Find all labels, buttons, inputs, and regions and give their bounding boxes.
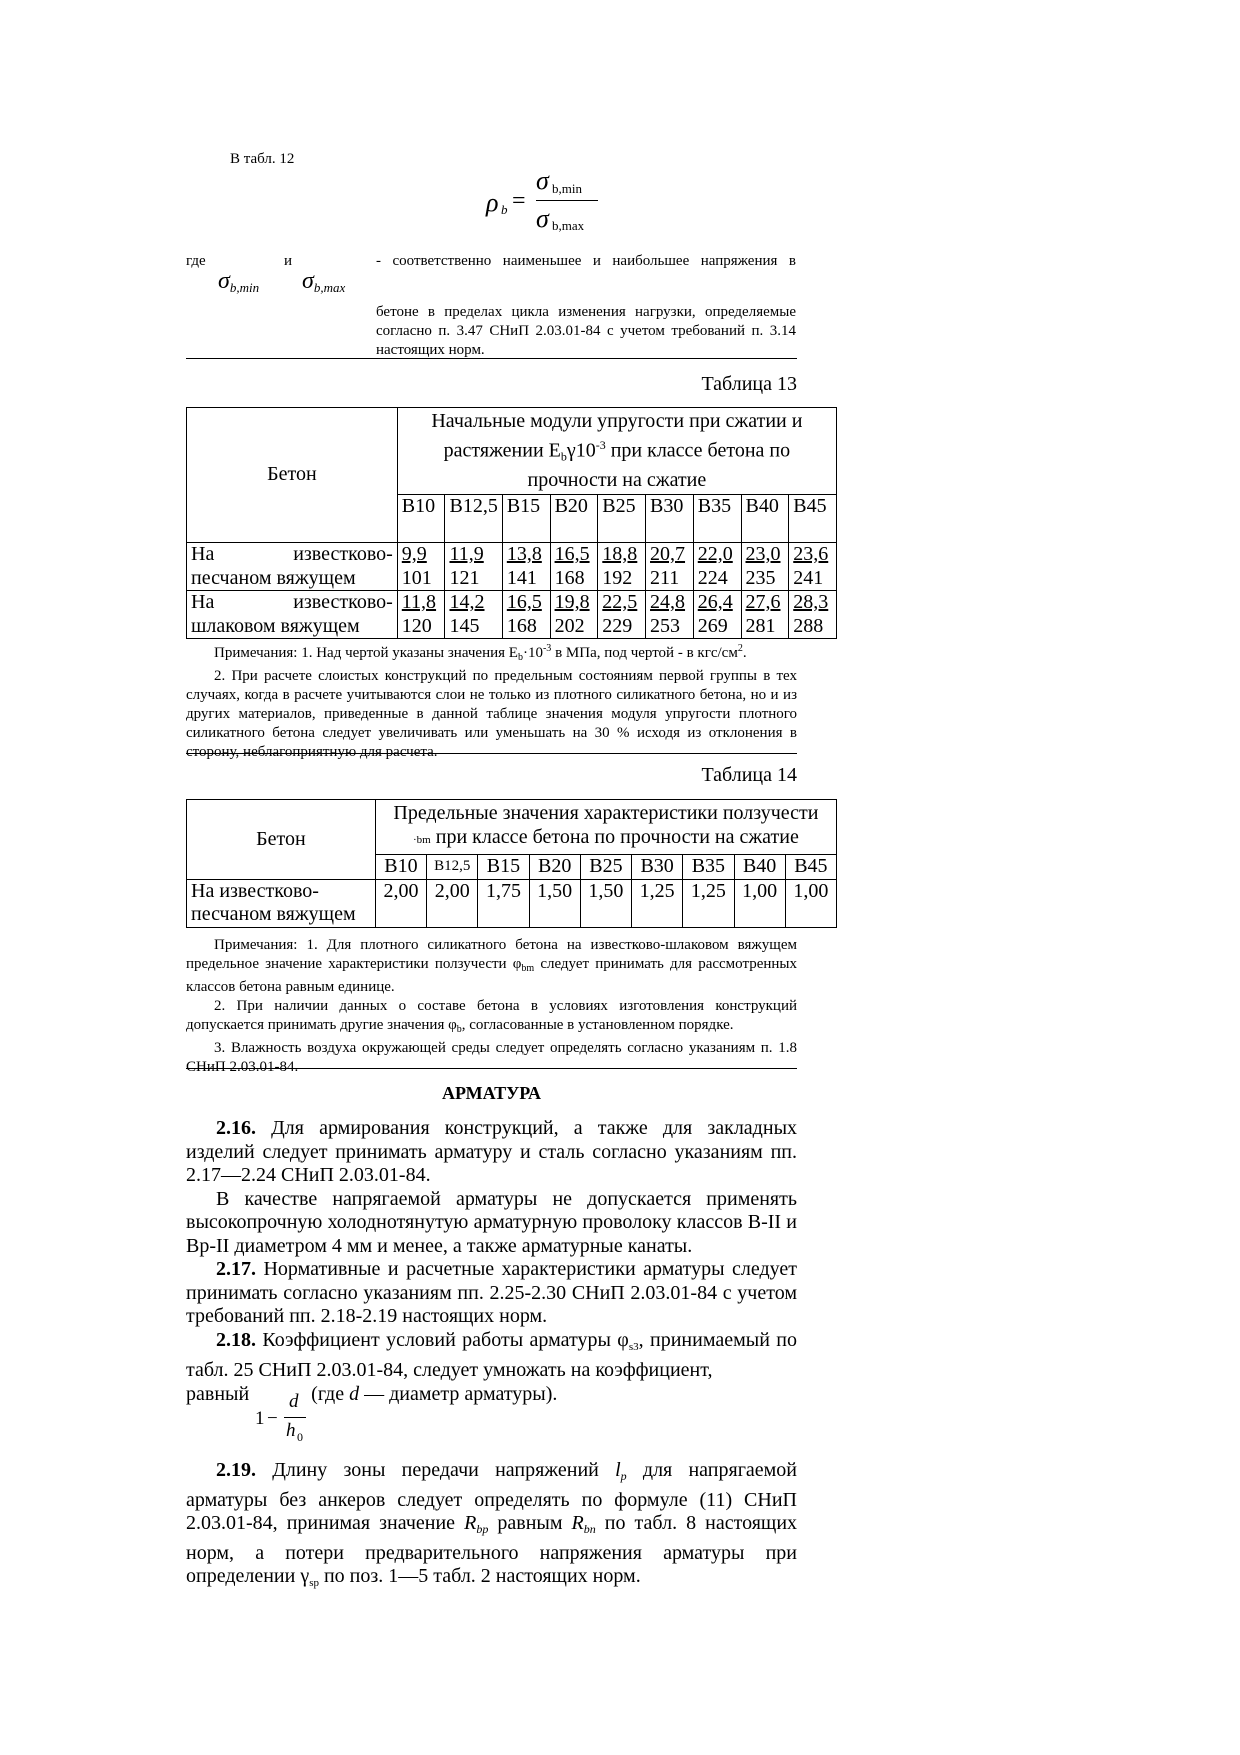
clause-number: 2.19. — [216, 1459, 256, 1481]
table14-cell: 1,00 — [734, 879, 785, 927]
clause-sub: p — [620, 1469, 627, 1483]
table14-note-2 — [186, 997, 797, 1039]
table13-value-mpa: 28,3 — [793, 591, 829, 614]
table13-value-mpa: 9,9 — [401, 543, 427, 566]
table13-value-mpa: 11,8 — [401, 591, 437, 614]
and-word: и — [284, 253, 293, 269]
sigma-min-sub: b,min — [229, 280, 260, 295]
table13-value-kgf: 141 — [506, 566, 537, 589]
table-row — [187, 879, 837, 927]
table13-class-header: B45 — [789, 495, 837, 543]
clause-text: Коэффициент условий работы арматуры φ — [256, 1328, 629, 1351]
table14-class-header: B25 — [580, 855, 631, 880]
table13-value-mpa: 26,4 — [697, 591, 733, 614]
table13 — [186, 407, 837, 639]
clause-sub: sp — [309, 1577, 319, 1589]
where-word: где — [186, 253, 206, 269]
clause-text: Длину зоны передачи напряжений — [256, 1459, 616, 1481]
table13-class-header: B15 — [502, 495, 550, 543]
table14-row-name: На известково-песчаном вяжущем — [187, 879, 376, 927]
note-sub: bm — [521, 963, 535, 974]
table14-class-header: B30 — [632, 855, 683, 880]
table13-value-mpa: 14,2 — [449, 591, 485, 614]
table14-cell: 1,75 — [478, 879, 529, 927]
table-row — [187, 591, 837, 639]
table13-class-header: B25 — [598, 495, 646, 543]
rho-symbol: ρ — [486, 188, 499, 217]
table13-cell — [646, 543, 694, 591]
sigma-max-sub: b,max — [313, 280, 346, 295]
rho-subscript: b — [501, 202, 508, 217]
sigma-max-glyph: σ — [302, 268, 314, 294]
table13-value-mpa: 22,5 — [602, 591, 638, 614]
table13-value-kgf: 224 — [697, 566, 728, 589]
table14-group-header-text-2: при классе бетона по прочности на сжатие — [430, 825, 799, 848]
table14-cell: 1,25 — [632, 879, 683, 927]
section-heading: АРМАТУРА — [442, 1083, 541, 1103]
table13-class-header: B12,5 — [445, 495, 502, 543]
table13-value-kgf: 168 — [506, 614, 537, 637]
clause-var: R — [464, 1512, 477, 1534]
table14-class-header: B40 — [734, 855, 785, 880]
clause-text: Нормативные и расчетные характеристики арматуры следует принимать согласно указаниям пп. 2.25-2.30 СНиП 2.03.01-84 с учетом требований пп. 2.18-2.19 настоящих норм. — [186, 1258, 797, 1327]
divider — [186, 1068, 797, 1069]
table13-cell — [550, 543, 598, 591]
formula-minus: − — [267, 1408, 278, 1429]
table13-cell — [502, 543, 550, 591]
clause-text: Для армирования конструкций, а также для закладных изделий следует принимать арматуру и сталь согласно указаниям пп. 2.17—2.24 СНиП 2.03.01-84. — [186, 1117, 797, 1186]
definition-line-2: бетоне в пределах цикла изменения нагрузки, определяемые согласно п. 3.47 СНиП 2.03.01-84 с учетом требований п. 3.14 настоящих норм. — [376, 304, 796, 358]
table13-value-kgf: 211 — [650, 566, 680, 589]
table13-cell — [502, 591, 550, 639]
table13-note-2: 2. При расчете слоистых конструкций по предельным состояниям первой группы в тех случаях, когда в расчете учитываются слои не только из плотного силикатного бетона, но и из других материалов, приведенные в данной таблице значения модуля упругости плотного силикатного бетона следует увеличивать или уменьшать на 30 % исходя из отклонения в сторону, неблагоприятную для расчета. — [186, 668, 797, 760]
table13-value-kgf: 168 — [554, 566, 585, 589]
table13-value-mpa: 18,8 — [602, 543, 638, 566]
table13-note-1 — [186, 639, 797, 667]
table13-cell — [598, 591, 646, 639]
definition-line-1: - соответственно наименьшее и наибольшее напряжения в — [376, 253, 796, 269]
table13-value-kgf: 192 — [602, 566, 633, 589]
table13-class-header: B10 — [397, 495, 445, 543]
table14-cell: 2,00 — [375, 879, 426, 927]
paragraph-2-17 — [186, 1258, 797, 1329]
section-body-2 — [186, 1459, 797, 1596]
table13-value-mpa: 16,5 — [554, 543, 590, 566]
clause-text: по табл. 8 настоящих норм, а потери предварительного напряжения арматуры при определении γ — [186, 1512, 798, 1587]
table14-caption: Таблица 14 — [701, 764, 797, 786]
table13-value-kgf: 121 — [449, 566, 480, 589]
table13-cell — [789, 591, 837, 639]
table13-cell — [598, 543, 646, 591]
table13-group-header-sub: b — [560, 449, 567, 464]
intro-label: В табл. 12 — [230, 151, 295, 167]
table13-cell — [789, 543, 837, 591]
clause-var: d — [349, 1382, 360, 1405]
table13-header-concrete: Бетон — [187, 408, 398, 543]
table14-group-header — [375, 800, 836, 855]
paragraph-2-16-b: В качестве напрягаемой арматуры не допускается применять высокопрочную холоднотянутую арматурную проволоку классов В-II и Вр-II диаметром 4 мм и менее, а также арматурные канаты. — [186, 1187, 797, 1257]
table14 — [186, 799, 837, 928]
paragraph-2-18 — [186, 1329, 797, 1383]
sigma-num: σ — [536, 166, 549, 195]
note-text: Примечания: 1. Для плотного силикатного бетона на известково-шлаковом вяжущем предельное значение характеристики ползучести φ — [186, 937, 797, 972]
table13-value-kgf: 269 — [697, 614, 728, 637]
table13-cell — [693, 591, 741, 639]
table14-class-header: B20 — [529, 855, 580, 880]
table13-cell — [741, 543, 789, 591]
table13-value-kgf: 235 — [745, 566, 776, 589]
table13-row-name: На известково-песчаном вяжущем — [187, 543, 398, 591]
table13-cell — [550, 591, 598, 639]
formula-one: 1 — [255, 1408, 265, 1429]
table14-class-header: B12,5 — [427, 855, 478, 880]
table14-group-header-sub: ·bm — [413, 833, 431, 846]
table13-value-mpa: 11,9 — [449, 543, 484, 566]
clause-number: 2.18. — [216, 1328, 256, 1351]
note-text: следует принимать для рассмотренных классов бетона равным единице. — [186, 956, 797, 995]
sigma-num-sub: b,min — [552, 181, 582, 196]
table13-value-kgf: 145 — [449, 614, 480, 637]
sigma-den: σ — [536, 204, 549, 233]
table14-header-concrete: Бетон — [187, 800, 376, 880]
table13-notes — [186, 639, 797, 762]
clause-text: равный — [186, 1382, 250, 1405]
table13-value-mpa: 19,8 — [554, 591, 590, 614]
table14-class-header: B35 — [683, 855, 734, 880]
note-sub: b — [517, 652, 523, 663]
table13-group-header-sup: -3 — [595, 437, 606, 452]
note-text: 2. При наличии данных о составе бетона в условиях изготовления конструкций допускается принимать другие значения φ — [186, 998, 797, 1033]
note-text: . — [742, 645, 747, 661]
table14-note-1 — [186, 936, 797, 997]
clause-var: l — [615, 1459, 621, 1481]
note-text: , согласованные в установленном порядке. — [461, 1017, 734, 1033]
table13-caption: Таблица 13 — [701, 373, 797, 395]
table13-value-kgf: 281 — [745, 614, 776, 637]
table13-cell — [693, 543, 741, 591]
table14-notes — [186, 936, 797, 1077]
table13-class-header: B30 — [646, 495, 694, 543]
table13-value-mpa: 22,0 — [697, 543, 733, 566]
clause-number: 2.17. — [216, 1258, 256, 1280]
table13-group-header-text-2: при классе бетона по прочности на сжатие — [527, 439, 791, 491]
section-body — [186, 1117, 797, 1406]
table14-group-header-text: Предельные значения характеристики ползучести — [393, 802, 819, 824]
clause-text: для напрягаемой арматуры без анкеров следует определять по формуле (11) СНиП 2.03.01-84, принимая значение — [186, 1459, 798, 1534]
note-text: ·10 — [522, 645, 543, 661]
table13-class-header: B20 — [550, 495, 598, 543]
table13-value-mpa: 20,7 — [650, 543, 686, 566]
paragraph-2-19 — [186, 1459, 797, 1596]
formula-den-sub: 0 — [297, 1430, 303, 1444]
table14-cell: 1,00 — [785, 879, 836, 927]
clause-sub: bn — [583, 1522, 596, 1536]
table13-value-mpa: 27,6 — [745, 591, 781, 614]
table14-cell: 2,00 — [427, 879, 478, 927]
table14-cell: 1,50 — [529, 879, 580, 927]
clause-var: R — [571, 1512, 584, 1534]
divider — [186, 753, 797, 754]
note-sub: b — [456, 1024, 462, 1035]
formula-numerator: d — [289, 1391, 299, 1412]
table14-cell: 1,50 — [580, 879, 631, 927]
equals-sign: = — [512, 188, 526, 214]
sigma-min-symbol — [218, 268, 259, 296]
table13-cell — [445, 543, 502, 591]
table13-value-kgf: 120 — [401, 614, 432, 637]
table13-value-mpa: 23,0 — [745, 543, 781, 566]
clause-sub: bp — [476, 1522, 489, 1536]
table13-value-mpa: 13,8 — [506, 543, 542, 566]
table14-cell: 1,25 — [683, 879, 734, 927]
clause-text: , принимаемый по табл. 25 СНиП 2.03.01-84, следует умножать на коэффициент, — [186, 1328, 797, 1381]
table13-value-mpa: 23,6 — [793, 543, 829, 566]
table13-value-kgf: 241 — [793, 566, 824, 589]
table13-value-kgf: 202 — [554, 614, 585, 637]
table14-class-header: B10 — [375, 855, 426, 880]
table13-cell — [741, 591, 789, 639]
formula-bar — [284, 1417, 306, 1418]
table13-value-mpa: 16,5 — [506, 591, 542, 614]
table13-cell — [445, 591, 502, 639]
table13-value-kgf: 253 — [650, 614, 681, 637]
clause-number: 2.16. — [216, 1117, 256, 1139]
table13-group-header — [397, 408, 836, 495]
table14-class-header: B45 — [785, 855, 836, 880]
table13-value-mpa: 24,8 — [650, 591, 686, 614]
table13-value-kgf: 229 — [602, 614, 633, 637]
table14-note-3: 3. Влажность воздуха окружающей среды следует определять согласно указаниям п. 1.8 СНиП 2.03.01-84. — [186, 1040, 797, 1075]
table13-group-header-text: Начальные модули упругости при сжатии и растяжении E — [431, 410, 803, 462]
clause-sub: s3 — [628, 1340, 639, 1353]
note-sup: -3 — [542, 643, 552, 654]
sigma-den-sub: b,max — [552, 218, 585, 233]
table13-value-kgf: 101 — [401, 566, 432, 589]
table13-class-header: B35 — [693, 495, 741, 543]
table13-class-header: B40 — [741, 495, 789, 543]
clause-text: — диаметр арматуры). — [359, 1382, 558, 1405]
table-row — [187, 543, 837, 591]
table13-cell — [397, 591, 445, 639]
table13-group-header-gamma: γ10 — [566, 439, 596, 462]
note-text: в МПа, под чертой - в кгс/см — [551, 645, 738, 661]
note-sup: 2 — [737, 643, 743, 654]
sigma-max-symbol — [302, 268, 345, 296]
clause-text: (где — [311, 1382, 350, 1405]
table14-class-header: B15 — [478, 855, 529, 880]
paragraph-2-16 — [186, 1117, 797, 1188]
table13-row-name: На известково-шлаковом вяжущем — [187, 591, 398, 639]
clause-text: по поз. 1—5 табл. 2 настоящих норм. — [318, 1565, 641, 1587]
table13-cell — [397, 543, 445, 591]
sigma-min-glyph: σ — [218, 268, 230, 294]
rho-formula — [486, 166, 606, 236]
table13-cell — [646, 591, 694, 639]
note-text: Примечания: 1. Над чертой указаны значения E — [214, 645, 518, 661]
coefficient-formula — [255, 1393, 315, 1449]
clause-text: равным — [488, 1512, 572, 1534]
divider — [186, 358, 797, 359]
fraction-bar — [536, 200, 598, 201]
formula-denominator: h — [286, 1420, 296, 1441]
table13-value-kgf: 288 — [793, 614, 824, 637]
